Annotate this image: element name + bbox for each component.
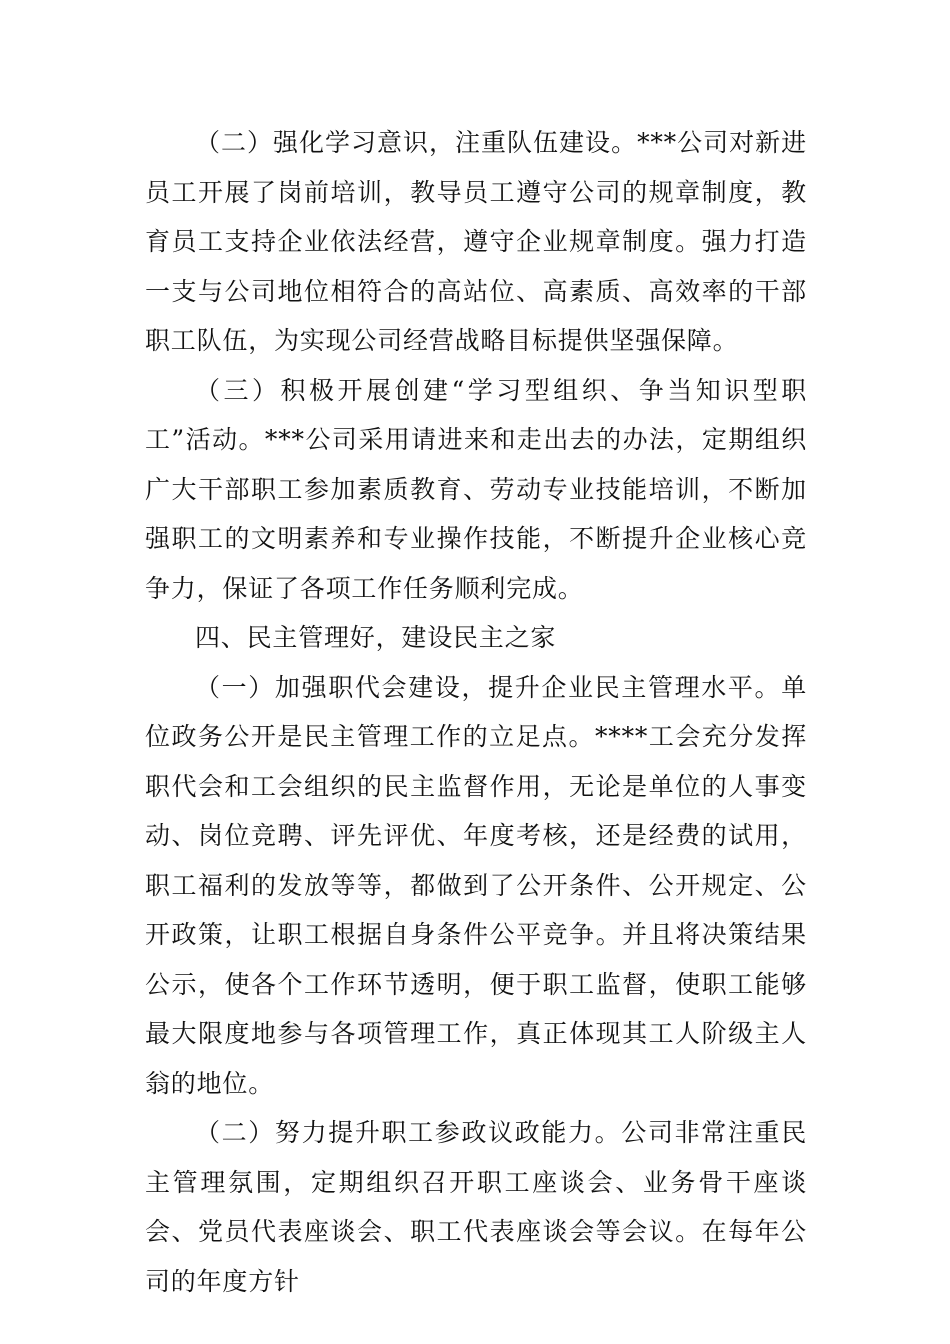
section-heading-democratic-management: 四、民主管理好，建设民主之家 [195,623,557,652]
paragraph-participation: （二）努力提升职工参政议政能力。公司非常注重民主管理氛围，定期组织召开职工座谈会、业务骨干座谈会、党员代表座谈会、职工代表座谈会等会议。在每年公司的年度方针 [145,1118,807,1296]
document-body [145,118,807,1306]
paragraph-workers-congress: （一）加强职代会建设，提升企业民主管理水平。单位政务公开是民主管理工作的立足点。****工会充分发挥职代会和工会组织的民主监督作用，无论是单位的人事变动、岗位竞聘、评先评优、年度考核，还是经费的试用，职工福利的发放等等，都做到了公开条件、公开规定、公开政策，让职工根据自身条件公平竞争。并且将决策结果公示，使各个工作环节透明，便于职工监督，使职工能够最大限度地参与各项管理工作，真正体现其工人阶级主人翁的地位。 [145,672,807,1098]
paragraph-learning-organization: （三）积极开展创建“学习型组织、争当知识型职工”活动。***公司采用请进来和走出去的办法，定期组织广大干部职工参加素质教育、劳动专业技能培训，不断加强职工的文明素养和专业操作技能，不断提升企业核心竞争力，保证了各项工作任务顺利完成。 [145,375,807,603]
paragraph-team-building: （二）强化学习意识，注重队伍建设。***公司对新进员工开展了岗前培训，教导员工遵守公司的规章制度，教育员工支持企业依法经营，遵守企业规章制度。强力打造一支与公司地位相符合的高站位、高素质、高效率的干部职工队伍，为实现公司经营战略目标提供坚强保障。 [145,128,807,355]
